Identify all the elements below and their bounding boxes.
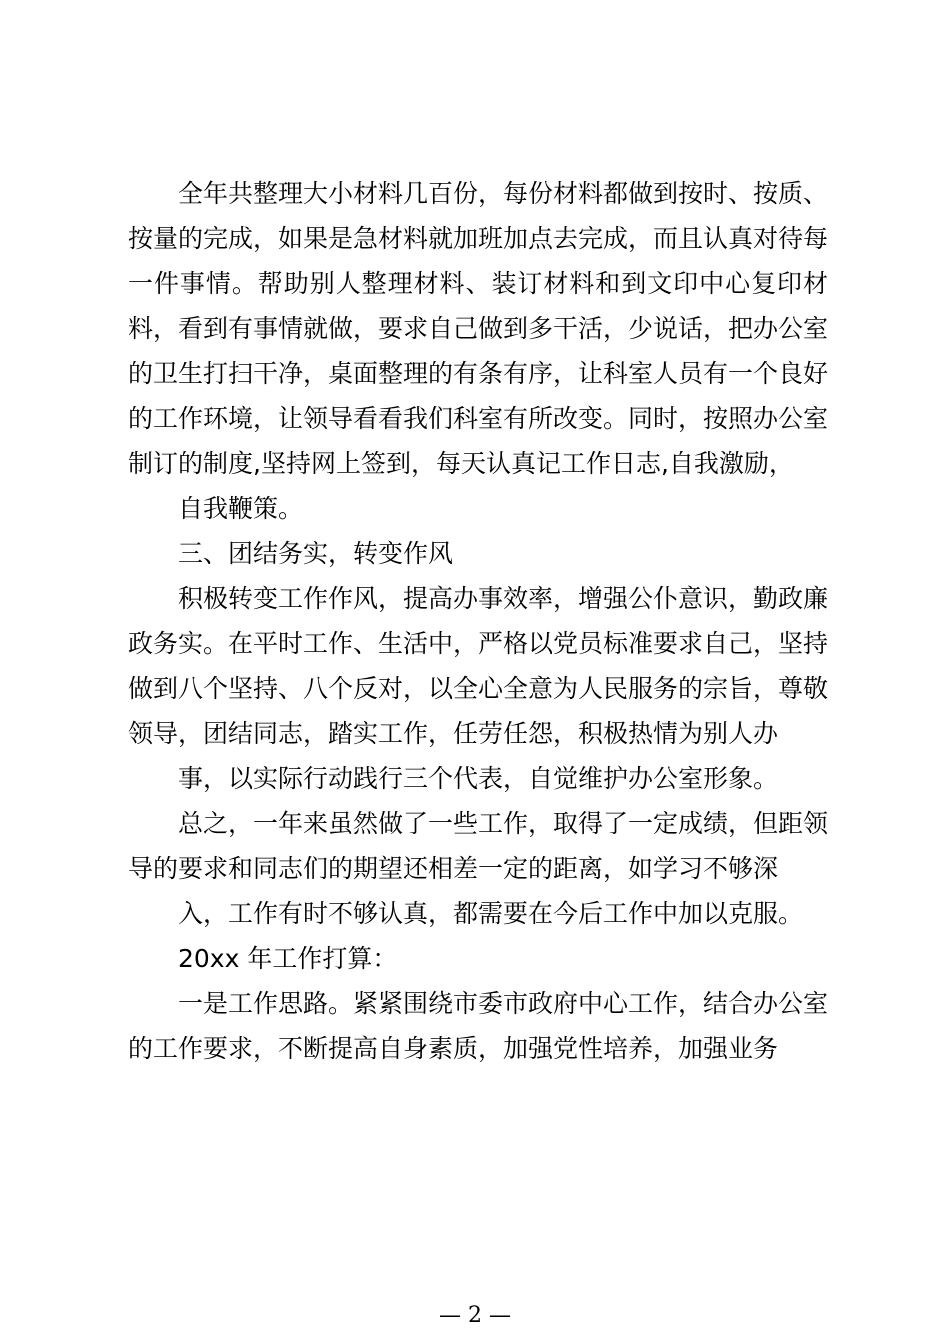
plan-heading: 20xx 年工作打算： [178, 944, 398, 973]
section-heading: 三、团结务实，转变作风 [178, 539, 454, 568]
paragraph: 积极转变工作作风，提高办事效率，增强公仆意识，勤政廉政务实。在平时工作、生活中，严格以党员标准要求自己，坚持做到八个坚持、八个反对，以全心全意为人民服务的宗旨，尊敬领导，团结同志，踏实工作，任劳任怨，积极热情为别人办 [128, 584, 829, 748]
paragraph: 总之，一年来虽然做了一些工作，取得了一定成绩，但距领导的要求和同志们的期望还相差一定的距离，如学习不够深 [128, 809, 829, 883]
paragraph: 自我鞭策。 [178, 494, 304, 523]
paragraph: 全年共整理大小材料几百份，每份材料都做到按时、按质、按量的完成，如果是急材料就加班加点去完成，而且认真对待每一件事情。帮助别人整理材料、装订材料和到文印中心复印材料，看到有事情就做，要求自己做到多干活，少说话，把办公室的卫生打扫干净，桌面整理的有条有序，让科室人员有一个良好的工作环境，让领导看看我们科室有所改变。同时，按照办公室制订的制度,坚持网上签到，每天认真记工作日志,自我激励， [128, 179, 829, 478]
body-text [128, 171, 828, 1071]
paragraph: 事，以实际行动践行三个代表，自觉维护办公室形象。 [178, 764, 779, 793]
page-number: — 2 — [439, 1303, 511, 1328]
paragraph: 入，工作有时不够认真，都需要在今后工作中加以克服。 [178, 899, 804, 928]
paragraph: 一是工作思路。紧紧围绕市委市政府中心工作，结合办公室的工作要求，不断提高自身素质，加强党性培养，加强业务 [128, 989, 829, 1063]
